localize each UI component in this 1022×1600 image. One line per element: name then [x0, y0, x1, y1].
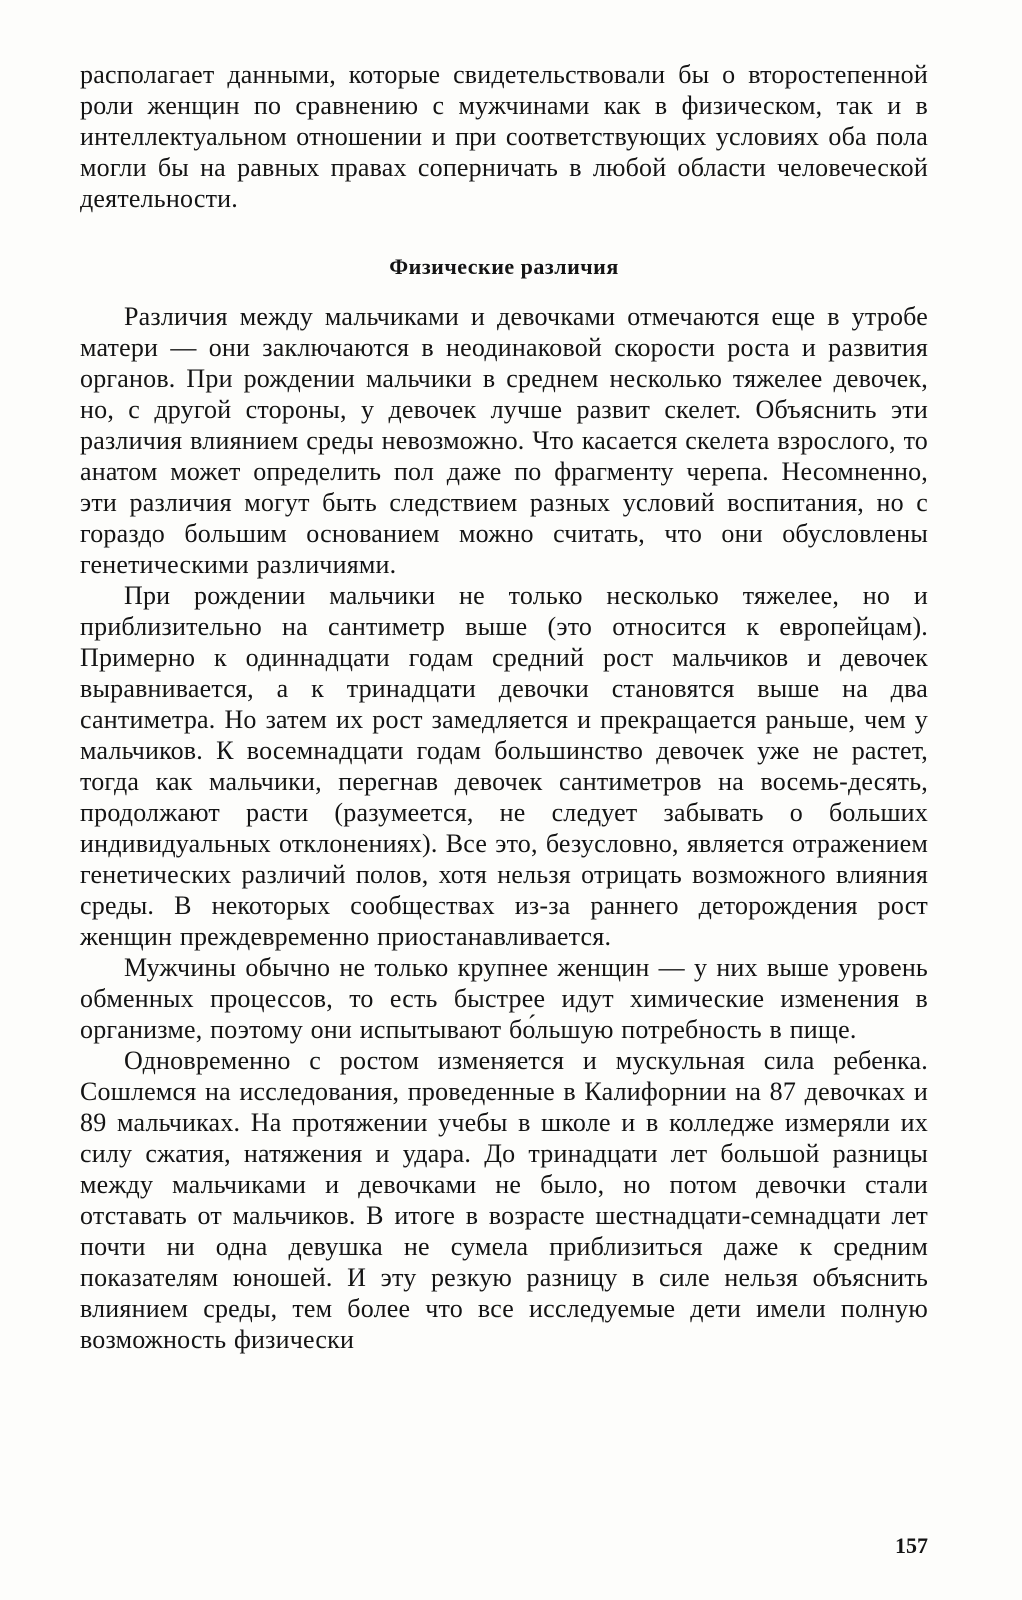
section-heading: Физические различия	[389, 254, 619, 279]
paragraph-4: Одновременно с ростом изменяется и мускульная сила ребенка. Сошлемся на исследования, проведенные в Калифорнии на 87 девочках и 89 мальчиках. На протяжении учебы в школе и в колледже измеряли их силу сжатия, натяжения и удара. До тринадцати лет большой разницы между мальчиками и девочками не было, но потом девочки стали отставать от мальчиков. В итоге в возрасте шестнадцати-семнадцати лет почти ни одна девушка не сумела приблизиться даже к средним показателям юношей. И эту резкую разницу в силе нельзя объяснить влиянием среды, тем более что все исследуемые дети имели полную возможность физически	[80, 1046, 928, 1354]
lead-paragraph: располагает данными, которые свидетельствовали бы о второстепенной роли женщин по сравнению с мужчинами как в физическом, так и в интеллектуальном отношении и при соответствующих условиях оба пола могли бы на равных правах соперничать в любой области человеческой деятельности.	[80, 60, 928, 213]
lead-text-block	[80, 59, 928, 214]
body-text-block	[80, 301, 928, 1355]
paragraph-2: При рождении мальчики не только несколько тяжелее, но и приблизительно на сантиметр выше (это относится к европейцам). Примерно к одиннадцати годам средний рост мальчиков и девочек выравнивается, а к тринадцати девочки становятся выше на два сантиметра. Но затем их рост замедляется и прекращается раньше, чем у мальчиков. К восемнадцати годам большинство девочек уже не растет, тогда как мальчики, перегнав девочек сантиметров на восемь-десять, продолжают расти (разумеется, не следует забывать о больших индивидуальных отклонениях). Все это, безусловно, является отражением генетических различий полов, хотя нельзя отрицать возможного влияния среды. В некоторых сообществах из-за раннего деторождения рост женщин преждевременно приостанавливается.	[80, 581, 928, 951]
paragraph-1: Различия между мальчиками и девочками отмечаются еще в утробе матери — они заключаются в неодинаковой скорости роста и развития органов. При рождении мальчики в среднем несколько тяжелее девочек, но, с другой стороны, у девочек лучше развит скелет. Объяснить эти различия влиянием среды невозможно. Что касается скелета взрослого, то анатом может определить пол даже по фрагменту черепа. Несомненно, эти различия могут быть следствием разных условий воспитания, но с гораздо большим основанием можно считать, что они обусловлены генетическими различиями.	[80, 302, 928, 579]
page-number: 157	[895, 1533, 928, 1558]
paragraph-3: Мужчины обычно не только крупнее женщин — у них выше уровень обменных процессов, то есть быстрее идут химические изменения в организме, поэтому они испытывают бо́льшую потребность в пище.	[80, 953, 928, 1044]
